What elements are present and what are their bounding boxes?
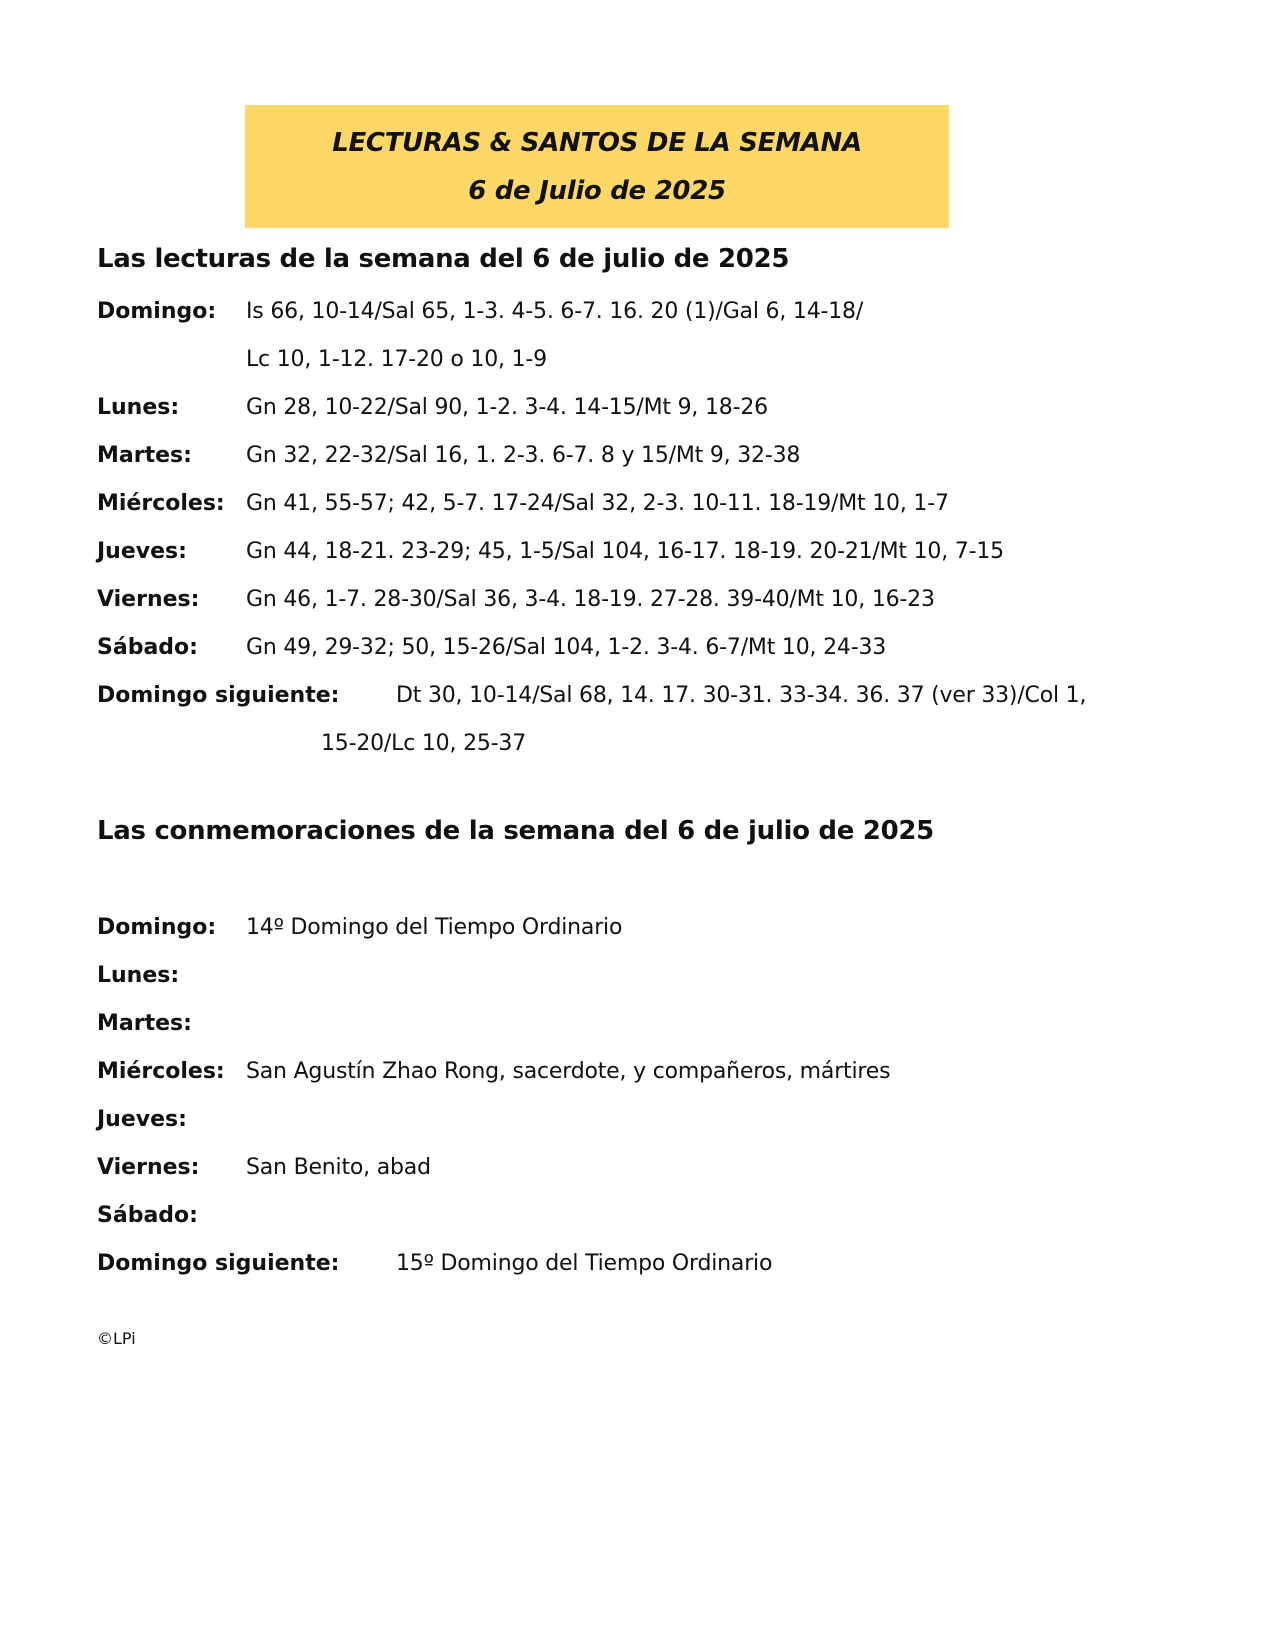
day-label: Miércoles: xyxy=(97,1059,225,1084)
commemoration-text: San Agustín Zhao Rong, sacerdote, y compañeros, mártires xyxy=(246,1059,891,1084)
day-label: Lunes: xyxy=(97,963,180,988)
reading-text: Gn 41, 55-57; 42, 5-7. 17-24/Sal 32, 2-3. 10-11. 18-19/Mt 10, 1-7 xyxy=(246,491,949,516)
reading-text: Gn 32, 22-32/Sal 16, 1. 2-3. 6-7. 8 y 15/Mt 9, 32-38 xyxy=(246,443,801,468)
commemoration-text: San Benito, abad xyxy=(246,1155,431,1180)
copyright-notice: ©LPi xyxy=(97,1329,136,1348)
day-label: Sábado: xyxy=(97,635,198,660)
day-label: Jueves: xyxy=(97,539,187,564)
day-label: Domingo: xyxy=(97,299,217,324)
reading-continuation: 15-20/Lc 10, 25-37 xyxy=(321,731,526,756)
day-label: Viernes: xyxy=(97,587,200,612)
reading-text: Gn 49, 29-32; 50, 15-26/Sal 104, 1-2. 3-4. 6-7/Mt 10, 24-33 xyxy=(246,635,887,660)
commemorations-heading: Las conmemoraciones de la semana del 6 de julio de 2025 xyxy=(97,816,934,846)
day-label: Jueves: xyxy=(97,1107,187,1132)
readings-heading: Las lecturas de la semana del 6 de julio de 2025 xyxy=(97,244,790,274)
reading-text: Dt 30, 10-14/Sal 68, 14. 17. 30-31. 33-34. 36. 37 (ver 33)/Col 1, xyxy=(396,683,1087,708)
banner-date: 6 de Julio de 2025 xyxy=(468,175,726,206)
day-label: Lunes: xyxy=(97,395,180,420)
day-label: Domingo siguiente: xyxy=(97,1251,340,1276)
commemoration-text: 15º Domingo del Tiempo Ordinario xyxy=(396,1251,773,1276)
reading-text: Gn 28, 10-22/Sal 90, 1-2. 3-4. 14-15/Mt 9, 18-26 xyxy=(246,395,768,420)
day-label: Martes: xyxy=(97,443,192,468)
reading-continuation: Lc 10, 1-12. 17-20 o 10, 1-9 xyxy=(246,347,547,372)
day-label: Domingo: xyxy=(97,915,217,940)
day-label: Sábado: xyxy=(97,1203,198,1228)
banner-title: LECTURAS & SANTOS DE LA SEMANA xyxy=(332,127,862,158)
reading-text: Is 66, 10-14/Sal 65, 1-3. 4-5. 6-7. 16. 20 (1)/Gal 6, 14-18/ xyxy=(246,299,864,324)
commemoration-text: 14º Domingo del Tiempo Ordinario xyxy=(246,915,623,940)
day-label: Domingo siguiente: xyxy=(97,683,340,708)
day-label: Martes: xyxy=(97,1011,192,1036)
day-label: Viernes: xyxy=(97,1155,200,1180)
reading-text: Gn 46, 1-7. 28-30/Sal 36, 3-4. 18-19. 27-28. 39-40/Mt 10, 16-23 xyxy=(246,587,935,612)
day-label: Miércoles: xyxy=(97,491,225,516)
reading-text: Gn 44, 18-21. 23-29; 45, 1-5/Sal 104, 16-17. 18-19. 20-21/Mt 10, 7-15 xyxy=(246,539,1004,564)
title-banner xyxy=(245,105,949,228)
